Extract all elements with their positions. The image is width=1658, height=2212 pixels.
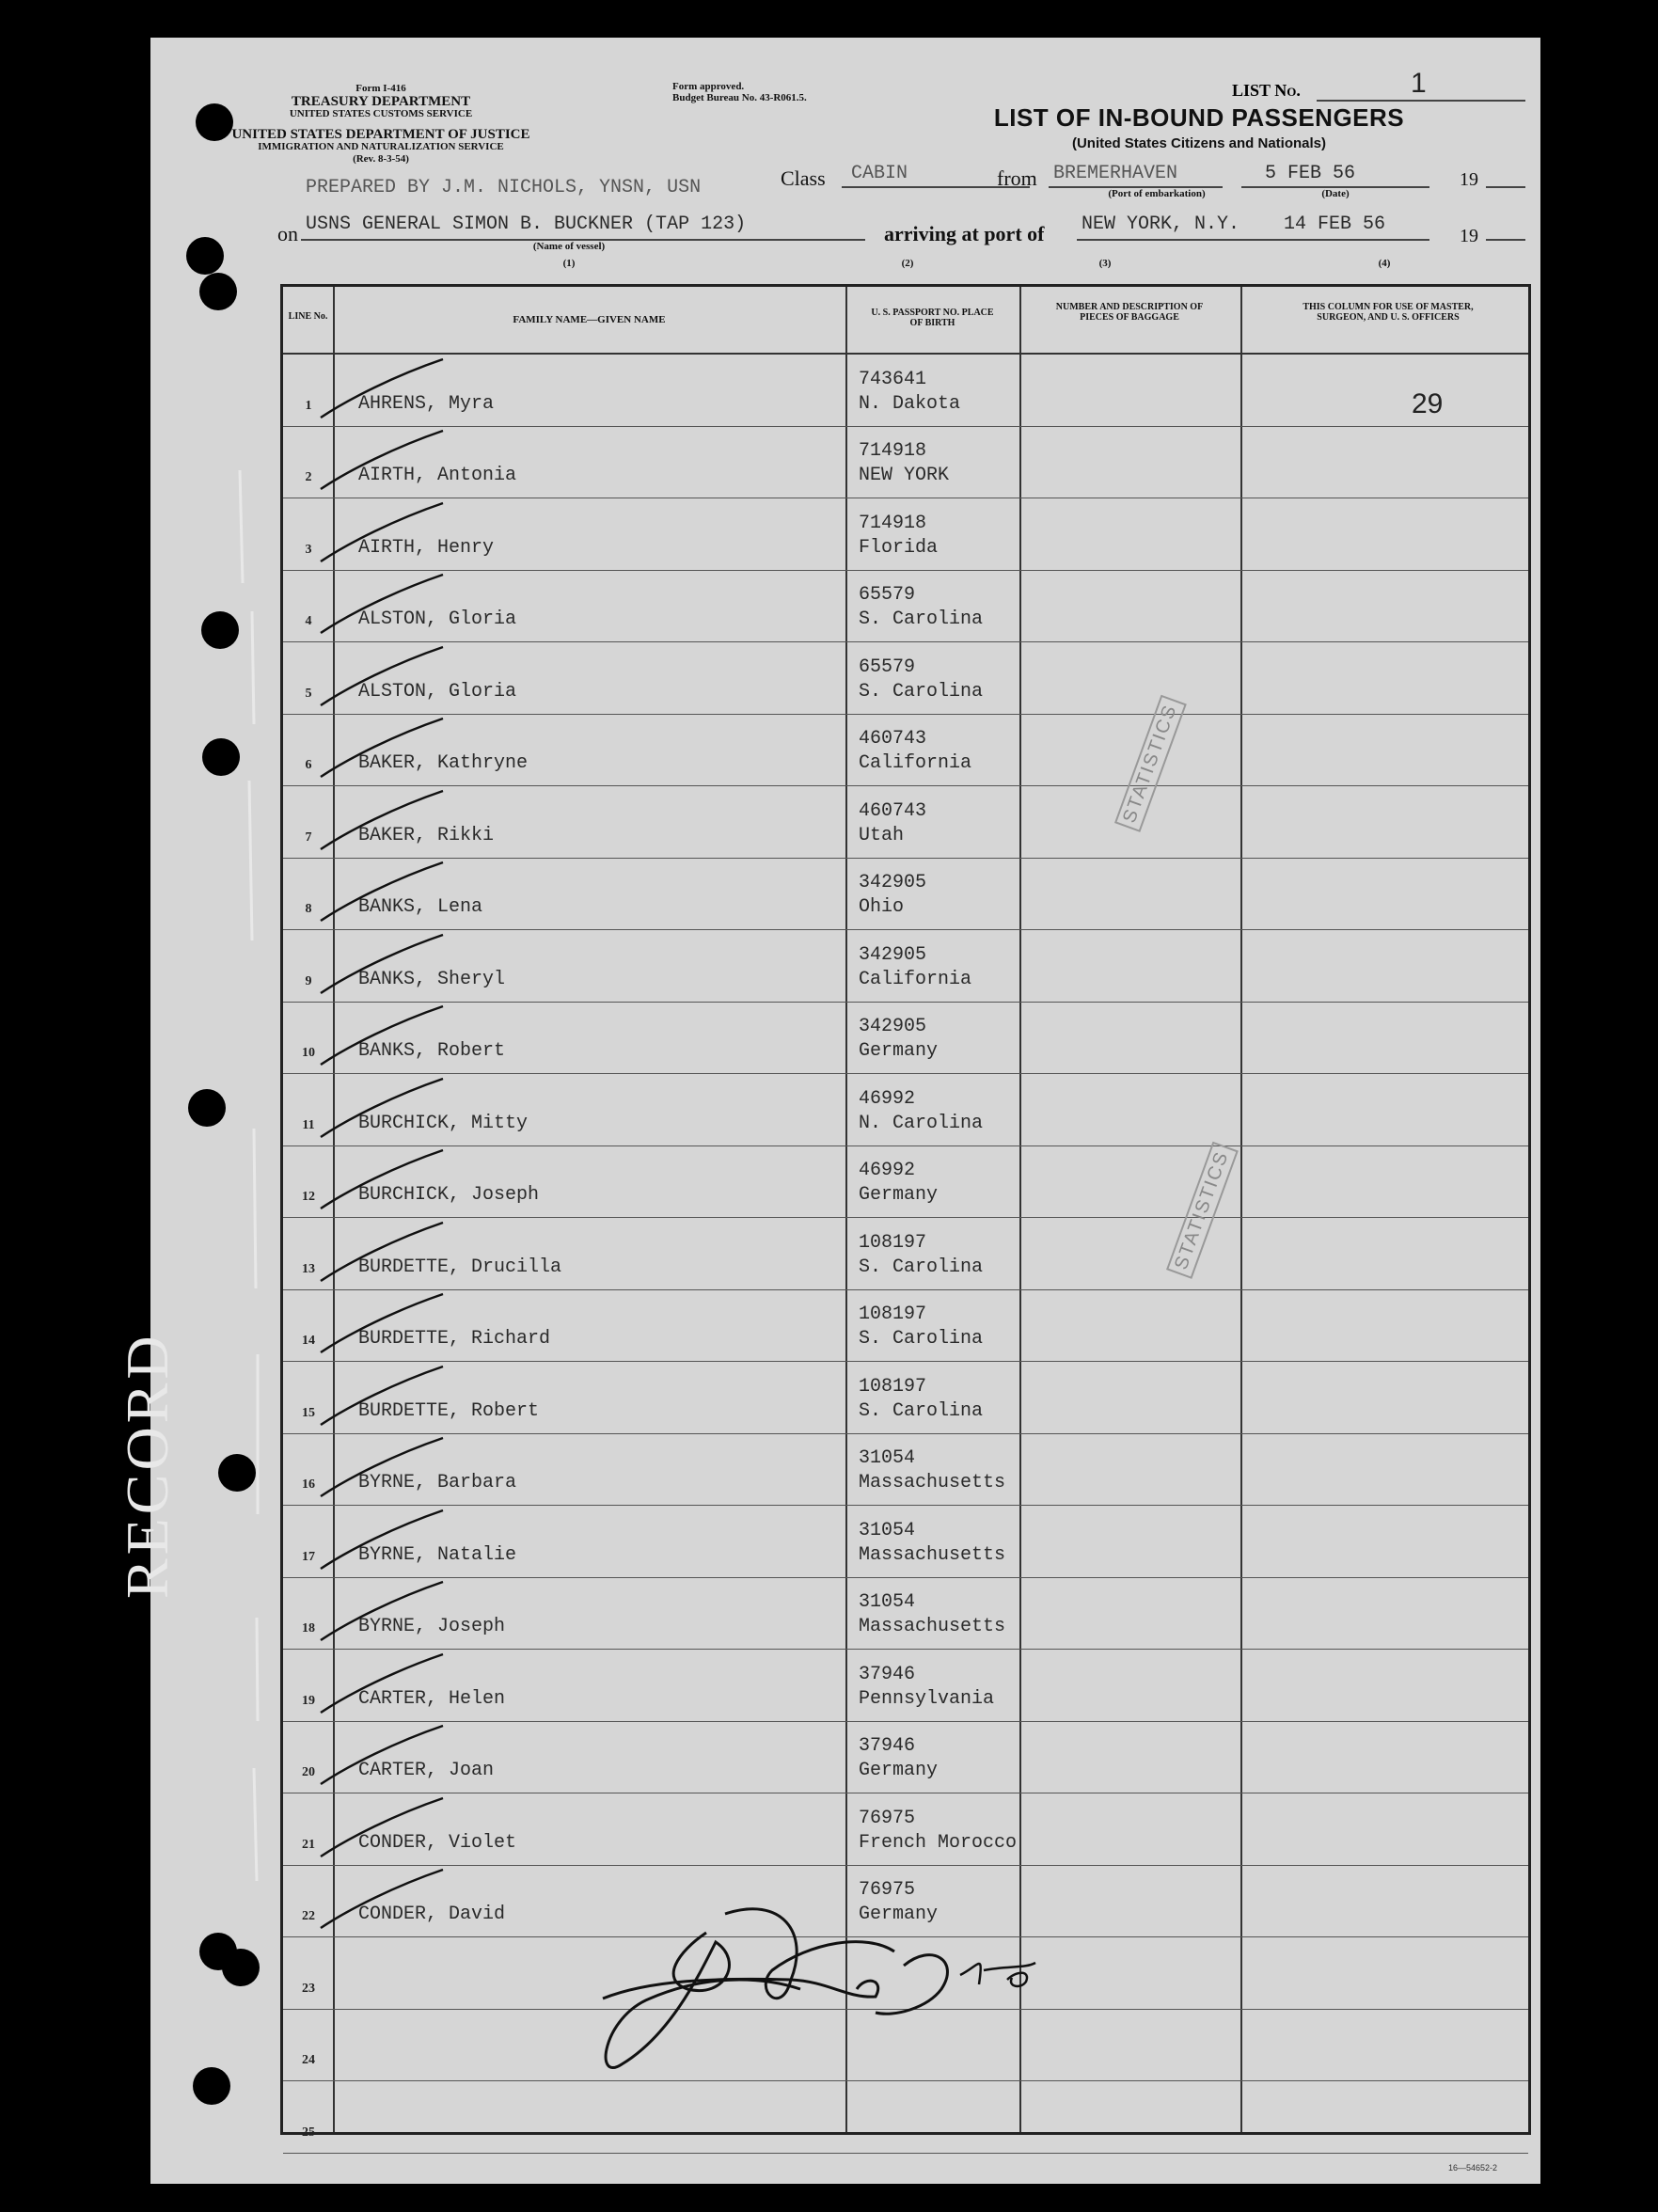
col-index-3: (3)	[1098, 258, 1112, 269]
place-of-birth: Massachusetts	[859, 1543, 1006, 1566]
line-number: 17	[302, 1549, 315, 1564]
table-row	[283, 930, 1528, 1003]
line-number: 5	[305, 686, 312, 701]
table-row	[283, 1218, 1528, 1290]
year-prefix-2: 19	[1460, 226, 1478, 246]
table-row	[283, 1003, 1528, 1075]
table-row	[283, 1146, 1528, 1219]
line-number: 8	[305, 902, 312, 916]
place-of-birth: French Morocco	[859, 1831, 1018, 1854]
line-number: 6	[305, 758, 312, 772]
place-of-birth: Pennsylvania	[859, 1687, 995, 1710]
margin-note: RECORD	[114, 1332, 181, 1599]
manifest-sheet	[150, 38, 1540, 2184]
line-number: 3	[305, 542, 312, 557]
passenger-name: BANKS, Robert	[358, 1040, 506, 1062]
punch-hole	[193, 2067, 230, 2105]
header-passport: U. S. PASSPORT NO. PLACE OF BIRTH	[871, 308, 994, 328]
arrival-date: 14 FEB 56	[1284, 213, 1386, 235]
check-mark	[311, 423, 462, 498]
check-mark	[311, 496, 462, 571]
place-of-birth: S. Carolina	[859, 1256, 984, 1278]
customs-service: UNITED STATES CUSTOMS SERVICE	[289, 108, 473, 119]
place-of-birth: Utah	[859, 824, 905, 846]
passport-number: 342905	[859, 872, 927, 893]
margin-marks	[160, 451, 282, 1909]
port-embarkation-caption: (Port of embarkation)	[1108, 188, 1206, 199]
line-number: 18	[302, 1621, 315, 1635]
list-number-line	[1317, 100, 1525, 102]
table-row	[283, 498, 1528, 571]
passenger-name: AIRTH, Antonia	[358, 465, 517, 486]
line-number: 23	[302, 1981, 315, 1996]
statistics-stamp: STATISTICS	[1114, 695, 1187, 832]
place-of-birth: Germany	[859, 1904, 939, 1925]
passenger-name: BYRNE, Natalie	[358, 1543, 517, 1566]
passport-number: 460743	[859, 799, 927, 822]
passenger-name: BURDETTE, Richard	[358, 1328, 551, 1350]
table-row	[283, 786, 1528, 859]
budget-bureau: Budget Bureau No. 43-R061.5.	[672, 92, 807, 103]
table-row	[283, 715, 1528, 787]
signature	[565, 1876, 1054, 2121]
place-of-birth: Florida	[859, 536, 939, 559]
table-row	[283, 1434, 1528, 1507]
place-of-birth: S. Carolina	[859, 1328, 984, 1350]
embarkation-date: 5 FEB 56	[1265, 163, 1356, 184]
header-baggage: NUMBER AND DESCRIPTION OF PIECES OF BAGGAGE	[1055, 302, 1204, 323]
passport-number: 76975	[859, 1807, 916, 1829]
passenger-name: ALSTON, Gloria	[358, 608, 517, 630]
line-number: 14	[302, 1334, 315, 1348]
check-mark	[311, 1718, 462, 1793]
punch-hole	[186, 237, 224, 275]
line-number: 12	[302, 1190, 315, 1204]
check-mark	[311, 999, 462, 1074]
place-of-birth: Massachusetts	[859, 1472, 1006, 1493]
passport-number: 76975	[859, 1879, 916, 1901]
arrival-underline	[1077, 239, 1429, 241]
year-underline-2	[1486, 239, 1525, 241]
check-mark	[311, 1143, 462, 1218]
punch-hole	[222, 1949, 260, 1986]
port-of-embarkation: BREMERHAVEN	[1053, 163, 1178, 184]
table-row	[283, 1362, 1528, 1434]
passenger-name: BANKS, Lena	[358, 896, 483, 918]
passenger-name: CONDER, David	[358, 1904, 506, 1925]
passenger-name: BYRNE, Joseph	[358, 1616, 506, 1637]
place-of-birth: S. Carolina	[859, 680, 984, 703]
passenger-name: CARTER, Joan	[358, 1760, 495, 1781]
header-officers: THIS COLUMN FOR USE OF MASTER, SURGEON, AND U. S. OFFICERS	[1303, 302, 1474, 323]
year-prefix-1: 19	[1460, 169, 1478, 190]
place-of-birth: California	[859, 752, 972, 774]
check-mark	[311, 927, 462, 1003]
passenger-name: AIRTH, Henry	[358, 536, 495, 559]
treasury-department: TREASURY DEPARTMENT	[291, 94, 471, 109]
check-mark	[311, 1791, 462, 1866]
place-of-birth: California	[859, 968, 972, 990]
place-of-birth: Germany	[859, 1760, 939, 1781]
row-divider	[283, 2153, 1528, 2154]
line-number: 11	[302, 1117, 315, 1132]
line-number: 13	[302, 1261, 315, 1276]
list-number-value: 1	[1411, 68, 1427, 99]
document-title: LIST OF IN-BOUND PASSENGERS	[993, 103, 1405, 132]
check-mark	[311, 352, 462, 427]
line-number: 15	[302, 1405, 315, 1420]
place-of-birth: Germany	[859, 1040, 939, 1062]
check-mark	[311, 1862, 462, 1937]
line-number: 10	[302, 1046, 315, 1060]
passport-number: 46992	[859, 1087, 916, 1110]
col-index-1: (1)	[562, 258, 576, 269]
year-underline-1	[1486, 186, 1525, 188]
punch-hole	[196, 103, 233, 141]
form-approved: Form approved.	[672, 81, 745, 92]
line-number: 25	[302, 2125, 315, 2140]
passenger-name: BURDETTE, Drucilla	[358, 1256, 562, 1278]
check-mark	[311, 1574, 462, 1650]
place-of-birth: N. Carolina	[859, 1112, 984, 1134]
passport-number: 108197	[859, 1231, 927, 1254]
line-number: 20	[302, 1765, 315, 1779]
statistics-stamp: STATISTICS	[1166, 1142, 1239, 1279]
check-mark	[311, 1647, 462, 1722]
line-number: 22	[302, 1909, 315, 1923]
passport-number: 460743	[859, 728, 927, 750]
class-label: Class	[781, 166, 826, 190]
passport-number: 65579	[859, 656, 916, 678]
passport-number: 108197	[859, 1304, 927, 1325]
check-mark	[311, 640, 462, 715]
table-row	[283, 859, 1528, 931]
check-mark	[311, 1503, 462, 1578]
passport-number: 342905	[859, 1016, 927, 1037]
place-of-birth: S. Carolina	[859, 1399, 984, 1422]
punch-hole	[199, 273, 237, 310]
table-row	[283, 1722, 1528, 1794]
passenger-name: CARTER, Helen	[358, 1687, 506, 1710]
place-of-birth: NEW YORK	[859, 465, 950, 486]
passport-number: 108197	[859, 1375, 927, 1398]
check-mark	[311, 1359, 462, 1434]
place-of-birth: Massachusetts	[859, 1616, 1006, 1637]
col-index-2: (2)	[901, 258, 914, 269]
table-row	[283, 355, 1528, 427]
passenger-name: AHRENS, Myra	[358, 392, 495, 415]
immigration-service: IMMIGRATION AND NATURALIZATION SERVICE	[258, 141, 504, 152]
passport-number: 46992	[859, 1160, 916, 1181]
date-caption: (Date)	[1321, 188, 1350, 199]
line-number: 1	[305, 398, 312, 413]
table-row	[283, 571, 1528, 643]
footer-code: 16—54652-2	[1448, 2163, 1498, 2172]
check-mark	[311, 783, 462, 859]
officer-note: 29	[1412, 388, 1444, 419]
revision-date: (Rev. 8-3-54)	[353, 153, 409, 165]
department-of-justice: UNITED STATES DEPARTMENT OF JUSTICE	[231, 127, 530, 142]
header-name: FAMILY NAME—GIVEN NAME	[513, 314, 666, 325]
table-row	[283, 642, 1528, 715]
table-row	[283, 1578, 1528, 1651]
place-of-birth: Ohio	[859, 896, 905, 918]
line-number: 24	[302, 2053, 315, 2067]
vessel-caption: (Name of vessel)	[532, 241, 606, 252]
check-mark	[311, 1287, 462, 1362]
passport-number: 714918	[859, 512, 927, 534]
line-number: 7	[305, 830, 312, 845]
passport-number: 65579	[859, 584, 916, 606]
place-of-birth: Germany	[859, 1184, 939, 1206]
line-number: 4	[305, 614, 312, 628]
line-number: 19	[302, 1693, 315, 1708]
line-number: 9	[305, 973, 312, 988]
table-row	[283, 1074, 1528, 1146]
prepared-by: PREPARED BY J.M. NICHOLS, YNSN, USN	[306, 177, 702, 198]
passport-number: 31054	[859, 1591, 916, 1613]
table-row	[283, 1506, 1528, 1578]
passenger-name: BYRNE, Barbara	[358, 1472, 517, 1493]
arrival-port: NEW YORK, N.Y.	[1082, 213, 1240, 235]
on-label: on	[277, 222, 298, 245]
vessel-name: USNS GENERAL SIMON B. BUCKNER (TAP 123)	[306, 213, 747, 235]
check-mark	[311, 1430, 462, 1506]
place-of-birth: S. Carolina	[859, 608, 984, 630]
passenger-name: CONDER, Violet	[358, 1831, 517, 1854]
passport-number: 37946	[859, 1663, 916, 1685]
check-mark	[311, 711, 462, 786]
form-number: Form I-416	[355, 83, 406, 94]
passport-number: 37946	[859, 1735, 916, 1757]
passenger-name: BURDETTE, Robert	[358, 1399, 540, 1422]
passenger-name: BANKS, Sheryl	[358, 968, 506, 990]
passenger-name: BAKER, Kathryne	[358, 752, 529, 774]
line-number: 21	[302, 1837, 315, 1852]
header-line-no: LINE No.	[288, 311, 328, 322]
from-label: from	[997, 166, 1037, 190]
table-row	[283, 1290, 1528, 1363]
passenger-name: BURCHICK, Joseph	[358, 1184, 540, 1206]
check-mark	[311, 1071, 462, 1146]
col-index-4: (4)	[1378, 258, 1391, 269]
table-row	[283, 1793, 1528, 1866]
place-of-birth: N. Dakota	[859, 392, 961, 415]
passport-number: 31054	[859, 1519, 916, 1541]
passport-number: 714918	[859, 440, 927, 462]
table-row	[283, 427, 1528, 499]
check-mark	[311, 855, 462, 930]
passport-number: 743641	[859, 368, 927, 390]
line-number: 16	[302, 1477, 315, 1492]
passenger-name: ALSTON, Gloria	[358, 680, 517, 703]
arriving-label: arriving at port of	[884, 222, 1045, 245]
line-number: 2	[305, 470, 312, 484]
check-mark	[311, 1215, 462, 1290]
table-row	[283, 1650, 1528, 1722]
check-mark	[311, 567, 462, 642]
document-subtitle: (United States Citizens and Nationals)	[1071, 135, 1327, 151]
passenger-name: BAKER, Rikki	[358, 824, 495, 846]
passenger-name: BURCHICK, Mitty	[358, 1112, 529, 1134]
class-value: CABIN	[851, 163, 908, 184]
passport-number: 342905	[859, 943, 927, 966]
list-number-label: LIST No.	[1232, 81, 1301, 100]
passport-number: 31054	[859, 1447, 916, 1469]
passenger-table	[280, 284, 1531, 2140]
